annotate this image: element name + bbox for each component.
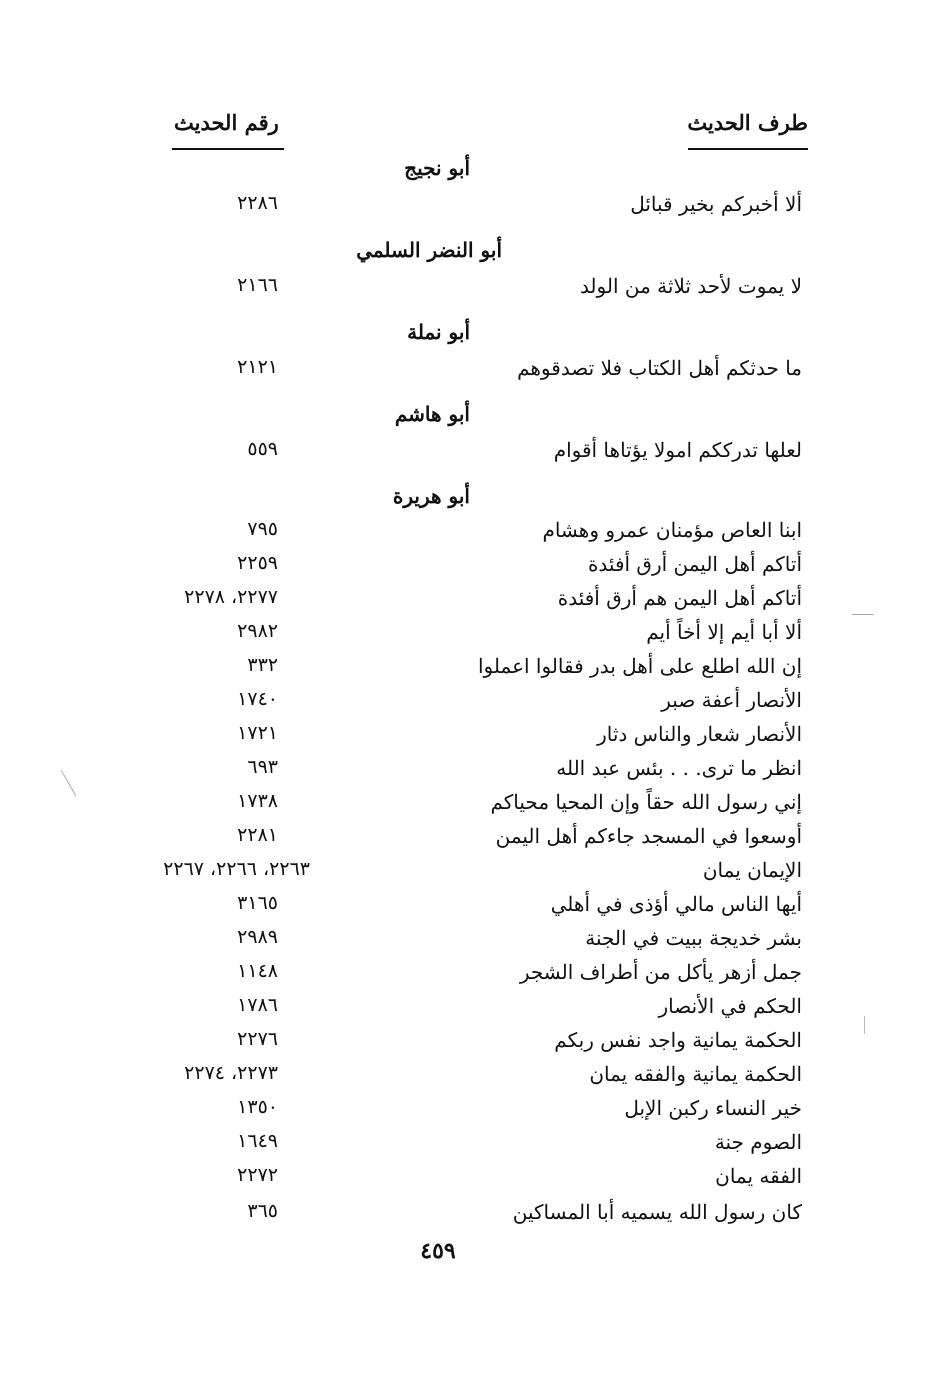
index-entry	[0, 1096, 932, 1130]
index-entry	[0, 858, 932, 892]
index-entry	[0, 356, 932, 390]
index-entry	[0, 518, 932, 552]
section-title: أبو نملة	[407, 320, 470, 344]
index-entry	[0, 1028, 932, 1062]
header-underline-left	[172, 148, 284, 150]
hadith-text: الصوم جنة	[714, 1130, 802, 1154]
hadith-text: الأنصار أعفة صبر	[661, 688, 802, 712]
hadith-text: الإيمان يمان	[702, 858, 802, 882]
hadith-number: ٢١٢١	[237, 356, 278, 378]
index-entry	[0, 1130, 932, 1164]
index-entry	[0, 552, 932, 586]
hadith-text: ما حدثكم أهل الكتاب فلا تصدقوهم	[517, 356, 802, 380]
hadith-number: ٢٢٧٣، ٢٢٧٤	[184, 1062, 278, 1084]
hadith-text: بشر خديجة ببيت في الجنة	[585, 926, 802, 950]
hadith-text: خير النساء ركبن الإبل	[624, 1096, 802, 1120]
hadith-text: لا يموت لأحد ثلاثة من الولد	[579, 274, 802, 298]
hadith-number: ٢٢٥٩	[237, 552, 278, 574]
hadith-text: أيها الناس مالي أؤذى في أهلي	[550, 892, 802, 916]
section-title: أبو هريرة	[392, 484, 470, 508]
hadith-number: ٢٢٧٦	[237, 1028, 278, 1050]
index-entry	[0, 926, 932, 960]
hadith-number: ٣٣٢	[247, 654, 278, 676]
hadith-number: ٢٩٨٢	[237, 620, 278, 642]
index-entry	[0, 892, 932, 926]
hadith-text: إني رسول الله حقاً وإن المحيا محياكم	[490, 790, 802, 814]
index-entry	[0, 1164, 932, 1198]
hadith-text: جمل أزهر يأكل من أطراف الشجر	[519, 960, 802, 984]
hadith-text: الحكمة يمانية واجد نفس ربكم	[554, 1028, 802, 1052]
index-entry	[0, 756, 932, 790]
index-entry	[0, 722, 932, 756]
hadith-number: ٢١٦٦	[237, 274, 278, 296]
hadith-text: كان رسول الله يسميه أبا المساكين	[512, 1200, 802, 1224]
hadith-number: ٢٩٨٩	[237, 926, 278, 948]
hadith-text: ألا أبا أيم إلا أخاً أيم	[646, 620, 802, 644]
index-entry	[0, 274, 932, 308]
hadith-number: ٢٢٦٣، ٢٢٦٦، ٢٢٦٧	[163, 858, 310, 880]
index-entry	[0, 654, 932, 688]
hadith-text: أتاكم أهل اليمن أرق أفئدة	[587, 552, 802, 576]
header-underline-right	[688, 148, 808, 150]
index-entry	[0, 438, 932, 472]
hadith-number: ٦٩٣	[247, 756, 278, 778]
hadith-text: ألا أخبركم بخير قبائل	[630, 192, 802, 216]
hadith-text: أتاكم أهل اليمن هم أرق أفئدة	[557, 586, 802, 610]
hadith-number: ١٧٢١	[237, 722, 278, 744]
hadith-number: ٢٢٧٢	[237, 1164, 278, 1186]
hadith-number: ٢٢٨١	[237, 824, 278, 846]
hadith-number: ١٧٣٨	[237, 790, 278, 812]
column-header-hadith-number: رقم الحديث	[174, 110, 279, 135]
hadith-text: الحكمة يمانية والفقه يمان	[589, 1062, 802, 1086]
index-entry	[0, 1200, 932, 1234]
hadith-text: انظر ما ترى. . . بئس عبد الله	[556, 756, 802, 780]
hadith-text: لعلها تدرككم امولا يؤتاها أقوام	[553, 438, 802, 462]
hadith-number: ١٧٤٠	[237, 688, 278, 710]
index-entry	[0, 586, 932, 620]
index-entry	[0, 192, 932, 226]
index-entry	[0, 960, 932, 994]
hadith-number: ١٦٤٩	[237, 1130, 278, 1152]
hadith-number: ٣٦٥	[247, 1200, 278, 1222]
index-entry	[0, 790, 932, 824]
section-title: أبو النضر السلمي	[356, 238, 502, 262]
hadith-number: ٢٢٧٧، ٢٢٧٨	[184, 586, 278, 608]
column-header-hadith-text: طرف الحديث	[687, 110, 808, 135]
hadith-text: أوسعوا في المسجد جاءكم أهل اليمن	[495, 824, 802, 848]
hadith-number: ٢٢٨٦	[237, 192, 278, 214]
section-title: أبو نجيج	[404, 156, 470, 180]
scan-mark	[864, 1016, 865, 1034]
hadith-number: ١٧٨٦	[237, 994, 278, 1016]
page-number	[0, 1238, 932, 1264]
index-entry	[0, 688, 932, 722]
page-number-text: ٤٥٩	[420, 1238, 456, 1264]
hadith-text: ابنا العاص مؤمنان عمرو وهشام	[542, 518, 802, 542]
index-entry	[0, 620, 932, 654]
scan-mark	[852, 614, 874, 615]
hadith-number: ٧٩٥	[247, 518, 278, 540]
hadith-text: إن الله اطلع على أهل بدر فقالوا اعملوا	[478, 654, 802, 678]
section-title: أبو هاشم	[394, 402, 470, 426]
hadith-text: الفقه يمان	[715, 1164, 802, 1188]
hadith-number: ٣١٦٥	[237, 892, 278, 914]
hadith-text: الأنصار شعار والناس دثار	[597, 722, 802, 746]
hadith-number: ١١٤٨	[237, 960, 278, 982]
hadith-text: الحكم في الأنصار	[658, 994, 802, 1018]
hadith-number: ٥٥٩	[247, 438, 278, 460]
index-entry	[0, 994, 932, 1028]
index-entry	[0, 1062, 932, 1096]
hadith-number: ١٣٥٠	[237, 1096, 278, 1118]
index-entry	[0, 824, 932, 858]
